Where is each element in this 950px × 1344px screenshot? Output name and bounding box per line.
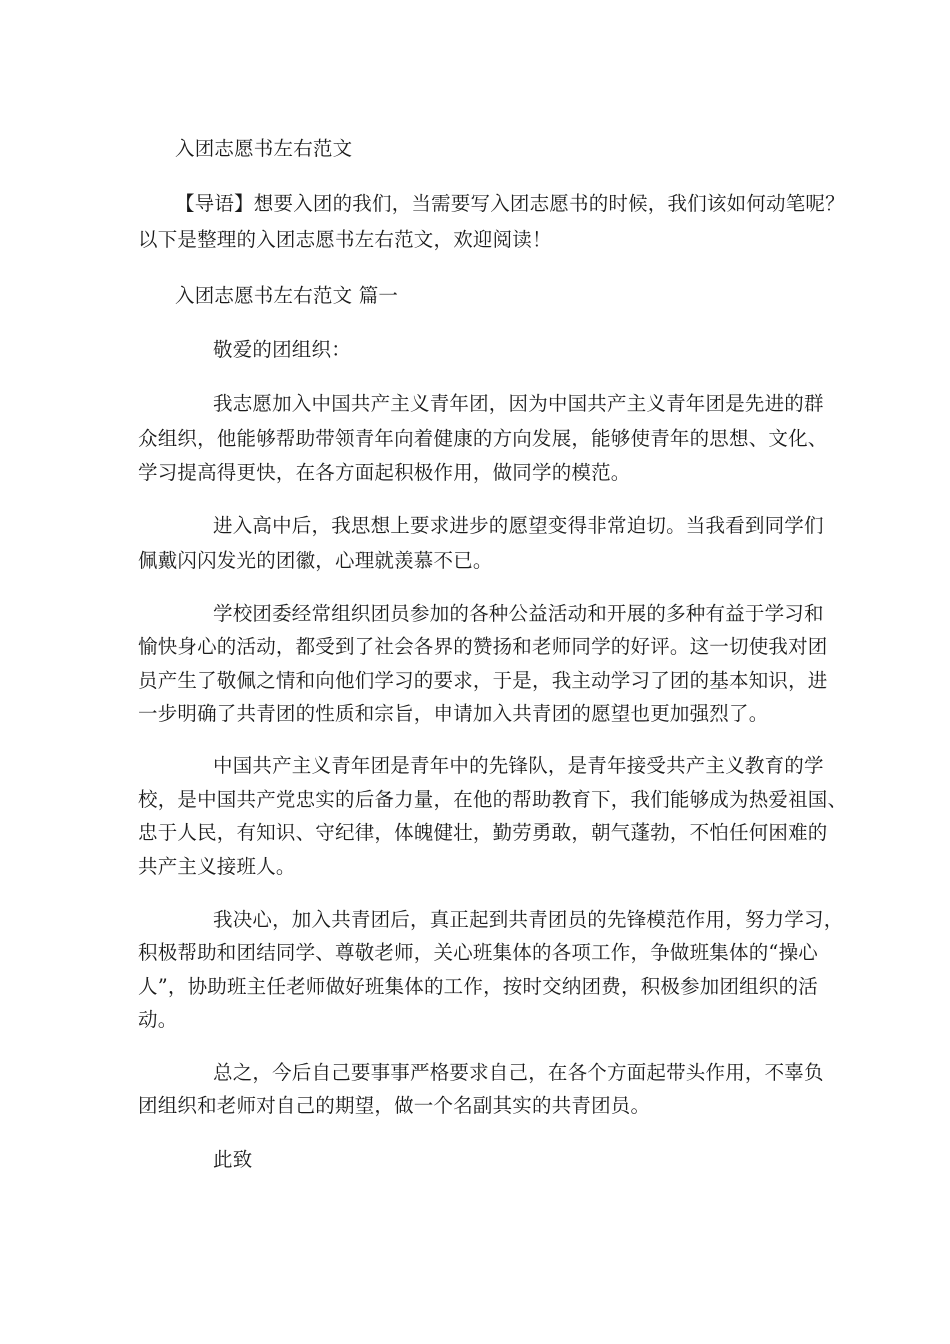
paragraph-line: 学习提高得更快，在各方面起积极作用，做同学的模范。 bbox=[138, 461, 631, 484]
intro-line-2: 以下是整理的入团志愿书左右范文，欢迎阅读！ bbox=[138, 228, 552, 251]
paragraph-line: 校，是中国共产党忠实的后备力量，在他的帮助教育下，我们能够成为热爱祖国、 bbox=[138, 788, 848, 811]
paragraph-line: 忠于人民，有知识、守纪律，体魄健壮，勤劳勇敢，朝气蓬勃，不怕任何困难的 bbox=[138, 821, 828, 844]
paragraph-line: 学校团委经常组织团员参加的各种公益活动和开展的多种有益于学习和 bbox=[213, 602, 824, 625]
paragraph-line: 团组织和老师对自己的期望，做一个名副其实的共青团员。 bbox=[138, 1094, 651, 1117]
paragraph-line: 中国共产主义青年团是青年中的先锋队，是青年接受共产主义教育的学 bbox=[213, 754, 824, 777]
paragraph-line: 众组织，他能够帮助带领青年向着健康的方向发展，能够使青年的思想、文化、 bbox=[138, 427, 828, 450]
salutation: 敬爱的团组织： bbox=[213, 338, 351, 361]
paragraph-line: 共产主义接班人。 bbox=[138, 855, 296, 878]
paragraph-line: 佩戴闪闪发光的团徽，心理就羡慕不已。 bbox=[138, 549, 493, 572]
paragraph-line: 员产生了敬佩之情和向他们学习的要求，于是，我主动学习了团的基本知识，进 bbox=[138, 669, 828, 692]
paragraph-line: 动。 bbox=[138, 1008, 178, 1031]
paragraph-line: 愉快身心的活动，都受到了社会各界的赞扬和老师同学的好评。这一切使我对团 bbox=[138, 635, 828, 658]
paragraph-line: 总之，今后自己要事事严格要求自己，在各个方面起带头作用，不辜负 bbox=[213, 1061, 824, 1084]
document-title: 入团志愿书左右范文 bbox=[175, 137, 353, 160]
paragraph-line: 人”，协助班主任老师做好班集体的工作，按时交纳团费，积极参加团组织的活 bbox=[138, 975, 818, 998]
paragraph-line: 一步明确了共青团的性质和宗旨，申请加入共青团的愿望也更加强烈了。 bbox=[138, 702, 769, 725]
closing: 此致 bbox=[213, 1148, 253, 1171]
paragraph-line: 进入高中后，我思想上要求进步的愿望变得非常迫切。当我看到同学们 bbox=[213, 514, 824, 537]
section-heading: 入团志愿书左右范文 篇一 bbox=[175, 284, 399, 307]
paragraph-line: 积极帮助和团结同学、尊敬老师，关心班集体的各项工作，争做班集体的“操心 bbox=[138, 941, 818, 964]
intro-line-1: 【导语】想要入团的我们，当需要写入团志愿书的时候，我们该如何动笔呢？ bbox=[175, 192, 845, 215]
paragraph-line: 我志愿加入中国共产主义青年团，因为中国共产主义青年团是先进的群 bbox=[213, 392, 824, 415]
paragraph-line: 我决心，加入共青团后，真正起到共青团员的先锋模范作用，努力学习， bbox=[213, 908, 844, 931]
